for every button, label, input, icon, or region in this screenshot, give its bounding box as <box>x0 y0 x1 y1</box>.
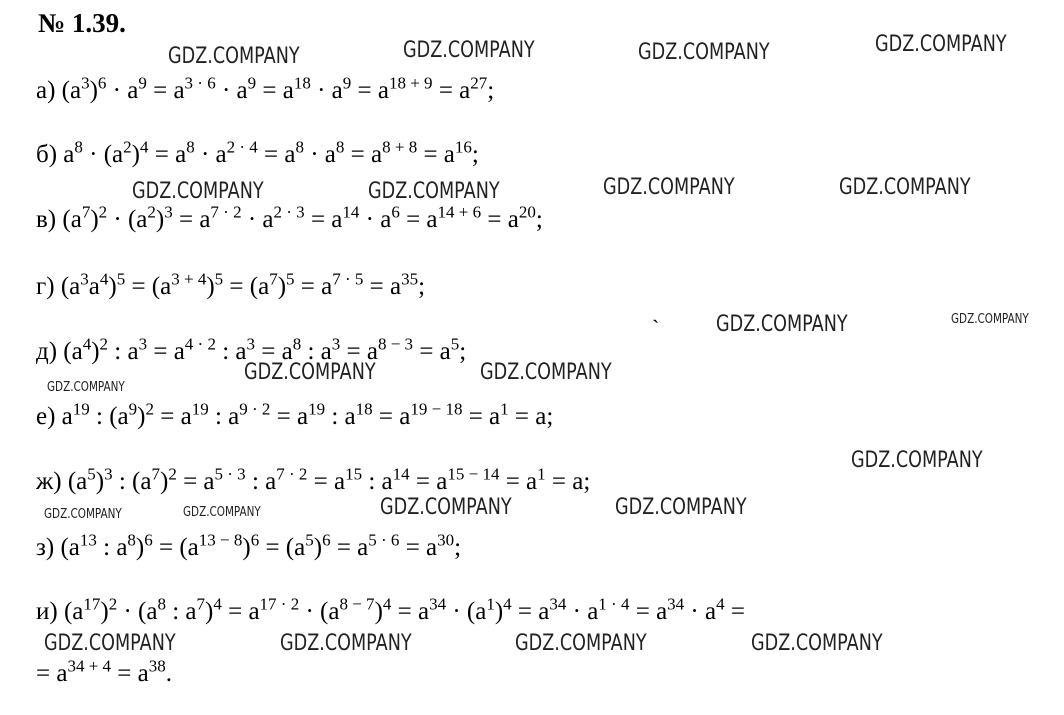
exponent: 2 <box>99 334 109 354</box>
exponent: 2 <box>123 137 132 157</box>
expression-text: : a <box>325 403 356 430</box>
expression-text: . <box>165 660 172 687</box>
exponent: 5 <box>214 269 224 289</box>
expression-text: a <box>61 403 73 430</box>
expression-text: (a <box>60 534 80 561</box>
exponent: 8 <box>292 334 302 354</box>
expression-text: ) <box>131 141 140 168</box>
exponent: 8 <box>157 594 166 614</box>
watermark-text: GDZ.COMPANY <box>751 631 883 656</box>
expression-text: ) <box>135 534 145 561</box>
expression-text: = a <box>344 141 383 168</box>
expression-text: = a <box>176 468 215 495</box>
exponent: 3 <box>331 334 341 354</box>
exponent: 8 <box>186 137 195 157</box>
exponent: 8 <box>335 137 345 157</box>
exponent: 4 <box>139 137 149 157</box>
expression-text: = a <box>172 206 211 233</box>
exponent: 1 <box>486 594 495 614</box>
expression-text: ) <box>205 598 214 625</box>
solution-line <box>36 594 745 627</box>
exponent: 6 <box>391 202 400 222</box>
expression-text: ) <box>91 338 100 365</box>
expression-text: : (a <box>112 468 152 495</box>
exponent: 7 · 2 <box>276 464 308 484</box>
expression-text: = a <box>399 206 438 233</box>
exponent: 3 <box>138 334 148 354</box>
expression-text: ) <box>95 468 105 495</box>
exponent: 7 <box>151 464 160 484</box>
watermark-text: GDZ.COMPANY <box>515 631 647 656</box>
expression-text: · a <box>684 598 717 625</box>
expression-text: : a <box>245 468 277 495</box>
expression-text: = a <box>363 273 402 300</box>
expression-text: = a <box>629 598 668 625</box>
watermark-text: GDZ.COMPANY <box>875 32 1007 57</box>
expression-text: = a <box>417 141 455 168</box>
exponent: 4 <box>716 594 725 614</box>
expression-text: ; <box>471 141 479 168</box>
expression-text: = a <box>391 598 430 625</box>
exponent: 4 <box>82 334 92 354</box>
expression-text: · (a <box>299 598 340 625</box>
expression-text: = a <box>351 77 389 104</box>
exponent: 7 <box>196 594 206 614</box>
expression-text: ) <box>90 206 99 233</box>
exponent: 27 <box>470 73 488 93</box>
expression-text: · a <box>241 206 274 233</box>
watermark-text: GDZ.COMPANY <box>44 631 176 656</box>
expression-text: ; <box>535 206 543 233</box>
expression-text: = a <box>307 468 346 495</box>
expression-text: = a <box>294 273 333 300</box>
expression-text: = a <box>111 660 149 687</box>
expression-text: = a <box>148 141 187 168</box>
item-letter: и) <box>36 598 64 625</box>
expression-text: ; <box>459 338 467 365</box>
expression-text: ; <box>454 534 462 561</box>
expression-text: = a <box>221 598 260 625</box>
solution-line <box>36 202 543 235</box>
exponent: 7 <box>81 202 91 222</box>
exponent: 1 · 4 <box>598 594 630 614</box>
exponent: 2 <box>168 464 177 484</box>
solution-line <box>36 530 462 563</box>
solution-line <box>36 399 554 432</box>
exponent: 5 · 6 <box>368 530 400 550</box>
exponent: 2 · 4 <box>226 137 258 157</box>
expression-text: : a <box>165 598 197 625</box>
exponent: 3 <box>246 334 256 354</box>
expression-text: · (a <box>117 598 158 625</box>
exponent: 1 <box>500 399 509 419</box>
watermark-text: GDZ.COMPANY <box>615 495 747 520</box>
exponent: 14 + 6 <box>437 202 482 222</box>
expression-text: = a <box>304 206 343 233</box>
exponent: 8 <box>127 530 136 550</box>
expression-text: = (a <box>125 273 172 300</box>
exponent: 17 · 2 <box>259 594 300 614</box>
expression-text: = a <box>432 77 471 104</box>
expression-text: = a <box>409 468 448 495</box>
exponent: 8 + 8 <box>382 137 418 157</box>
solution-line <box>36 464 591 497</box>
exponent: 7 · 5 <box>332 269 364 289</box>
exponent: 9 <box>342 73 352 93</box>
expression-text: = a; <box>545 468 591 495</box>
expression-text: = a <box>147 338 185 365</box>
expression-text: · a <box>359 206 392 233</box>
expression-text: · (a <box>82 141 124 168</box>
watermark-text: GDZ.COMPANY <box>480 360 612 385</box>
exponent: 5 <box>116 269 126 289</box>
expression-text: = a <box>462 403 501 430</box>
expression-text: = a <box>413 338 451 365</box>
expression-text: = a <box>255 338 293 365</box>
exponent: 34 <box>549 594 567 614</box>
expression-text: : a <box>215 338 247 365</box>
expression-text: = <box>724 598 745 625</box>
item-letter: е) <box>36 403 62 430</box>
expression-text: ) <box>155 206 165 233</box>
expression-text: a <box>63 141 75 168</box>
exponent: 8 − 3 <box>377 334 414 354</box>
exponent: 3 + 4 <box>171 269 207 289</box>
exponent: 3 · 6 <box>184 73 216 93</box>
watermark-text: GDZ.COMPANY <box>368 179 500 204</box>
exponent: 19 <box>191 399 209 419</box>
exponent: 4 <box>99 269 109 289</box>
expression-text: ) <box>100 598 109 625</box>
expression-text: · a <box>194 141 227 168</box>
exponent: 9 <box>138 73 147 93</box>
watermark-text: GDZ.COMPANY <box>716 312 848 337</box>
expression-text: : a <box>96 534 128 561</box>
watermark-text: GDZ.COMPANY <box>839 175 971 200</box>
expression-text: · a <box>215 77 248 104</box>
expression-text: ) <box>137 403 146 430</box>
exponent: 7 <box>269 269 278 289</box>
watermark-text: GDZ.COMPANY <box>183 505 261 520</box>
expression-text: : a <box>362 468 393 495</box>
expression-text: · a <box>566 598 599 625</box>
solution-line <box>36 269 426 302</box>
exponent: 5 · 3 <box>214 464 246 484</box>
exponent: 20 <box>518 202 536 222</box>
exponent: 13 − 8 <box>198 530 243 550</box>
exponent: 3 <box>104 464 113 484</box>
exponent: 5 <box>305 530 314 550</box>
exponent: 6 <box>250 530 260 550</box>
expression-text: ; <box>487 77 495 104</box>
exponent: 19 <box>308 399 326 419</box>
expression-text: = a <box>481 206 519 233</box>
exponent: 5 <box>87 464 96 484</box>
watermark-text: GDZ.COMPANY <box>603 175 735 200</box>
exponent: 3 <box>81 73 90 93</box>
watermark-text: GDZ.COMPANY <box>638 40 770 65</box>
item-letter: з) <box>36 534 61 561</box>
exponent: 17 <box>83 594 101 614</box>
exponent: 2 · 3 <box>273 202 305 222</box>
expression-text: = a <box>399 534 438 561</box>
watermark-text: GDZ.COMPANY <box>132 179 264 204</box>
expression-text: ) <box>277 273 287 300</box>
expression-text: (a <box>62 206 82 233</box>
exponent: 18 <box>293 73 311 93</box>
problem-number: № 1.39. <box>38 8 126 38</box>
expression-text: = (a <box>223 273 270 300</box>
exponent: 9 <box>247 73 257 93</box>
expression-text: = a <box>372 403 411 430</box>
expression-text: = a <box>270 403 309 430</box>
watermark-text: GDZ.COMPANY <box>168 44 300 69</box>
expression-text: (a <box>63 338 83 365</box>
exponent: 4 <box>213 594 222 614</box>
exponent: 1 <box>537 464 546 484</box>
exponent: 35 <box>401 269 419 289</box>
expression-text: (a <box>67 468 88 495</box>
solution-line <box>36 137 479 170</box>
expression-text: = (a <box>259 534 306 561</box>
exponent: 30 <box>437 530 455 550</box>
expression-text: ) <box>108 273 117 300</box>
exponent: 38 <box>148 656 166 676</box>
expression-text: ) <box>159 468 169 495</box>
expression-text: (a <box>63 598 84 625</box>
exponent: 14 <box>342 202 360 222</box>
expression-text: = a <box>330 534 369 561</box>
expression-text: · a <box>310 77 343 104</box>
expression-text: = a <box>499 468 538 495</box>
expression-text: = a <box>36 660 68 687</box>
expression-text: = a <box>511 598 550 625</box>
item-letter: а) <box>36 77 62 104</box>
watermark-text: GDZ.COMPANY <box>403 38 535 63</box>
expression-text: · a <box>303 141 336 168</box>
expression-text: : a <box>108 338 139 365</box>
expression-text: = a <box>146 77 185 104</box>
watermark-text: GDZ.COMPANY <box>47 380 125 395</box>
expression-text: = a <box>340 338 378 365</box>
watermark-text: GDZ.COMPANY <box>380 495 512 520</box>
exponent: 6 <box>322 530 331 550</box>
watermark-text: GDZ.COMPANY <box>951 312 1029 327</box>
expression-text: ) <box>494 598 504 625</box>
expression-text: : (a <box>89 403 129 430</box>
exponent: 13 <box>79 530 97 550</box>
exponent: 8 <box>295 137 304 157</box>
exponent: 3 <box>164 202 173 222</box>
exponent: 2 <box>147 202 156 222</box>
expression-text: = a <box>257 141 296 168</box>
exponent: 15 − 14 <box>447 464 500 484</box>
exponent: 16 <box>454 137 472 157</box>
expression-text: ) <box>313 534 323 561</box>
expression-text: (a <box>60 273 81 300</box>
expression-text: ) <box>374 598 383 625</box>
expression-text: a <box>88 273 100 300</box>
expression-text: ) <box>89 77 98 104</box>
expression-text: = (a <box>152 534 199 561</box>
watermark-text: GDZ.COMPANY <box>280 631 412 656</box>
exponent: 34 <box>429 594 447 614</box>
exponent: 2 <box>108 594 118 614</box>
exponent: 8 <box>74 137 83 157</box>
expression-text: ; <box>418 273 426 300</box>
exponent: 34 + 4 <box>67 656 112 676</box>
item-letter: в) <box>36 206 63 233</box>
exponent: 2 <box>98 202 108 222</box>
expression-text: : a <box>208 403 240 430</box>
exponent: 5 <box>450 334 460 354</box>
item-letter: б) <box>36 141 64 168</box>
expression-text: · (a <box>446 598 487 625</box>
exponent: 2 <box>145 399 154 419</box>
item-letter: г) <box>36 273 61 300</box>
expression-text: (a <box>61 77 82 104</box>
exponent: 6 <box>144 530 153 550</box>
exponent: 9 <box>128 399 138 419</box>
exponent: 8 − 7 <box>339 594 375 614</box>
expression-text: = a <box>153 403 192 430</box>
expression-text: : a <box>301 338 332 365</box>
item-letter: ж) <box>36 468 68 495</box>
solution-line <box>36 656 172 689</box>
expression-text: · (a <box>107 206 148 233</box>
exponent: 19 <box>72 399 90 419</box>
exponent: 34 <box>667 594 685 614</box>
expression-text: ) <box>206 273 215 300</box>
watermark-text: GDZ.COMPANY <box>851 448 983 473</box>
exponent: 3 <box>80 269 89 289</box>
exponent: 18 + 9 <box>388 73 433 93</box>
watermark-text: GDZ.COMPANY <box>244 360 376 385</box>
exponent: 9 · 2 <box>239 399 271 419</box>
item-letter: д) <box>36 338 64 365</box>
exponent: 4 <box>503 594 512 614</box>
exponent: 19 − 18 <box>410 399 463 419</box>
expression-text: = a <box>256 77 294 104</box>
stray-mark: ˋ <box>652 315 660 340</box>
expression-text: ) <box>242 534 251 561</box>
expression-text: · a <box>106 77 139 104</box>
exponent: 4 <box>382 594 392 614</box>
watermark-text: GDZ.COMPANY <box>44 507 122 522</box>
solution-line <box>36 73 495 106</box>
exponent: 14 <box>392 464 410 484</box>
expression-text: = a; <box>508 403 554 430</box>
exponent: 5 <box>286 269 295 289</box>
exponent: 7 · 2 <box>210 202 242 222</box>
exponent: 6 <box>97 73 107 93</box>
exponent: 18 <box>355 399 373 419</box>
exponent: 4 · 2 <box>184 334 216 354</box>
exponent: 15 <box>345 464 363 484</box>
